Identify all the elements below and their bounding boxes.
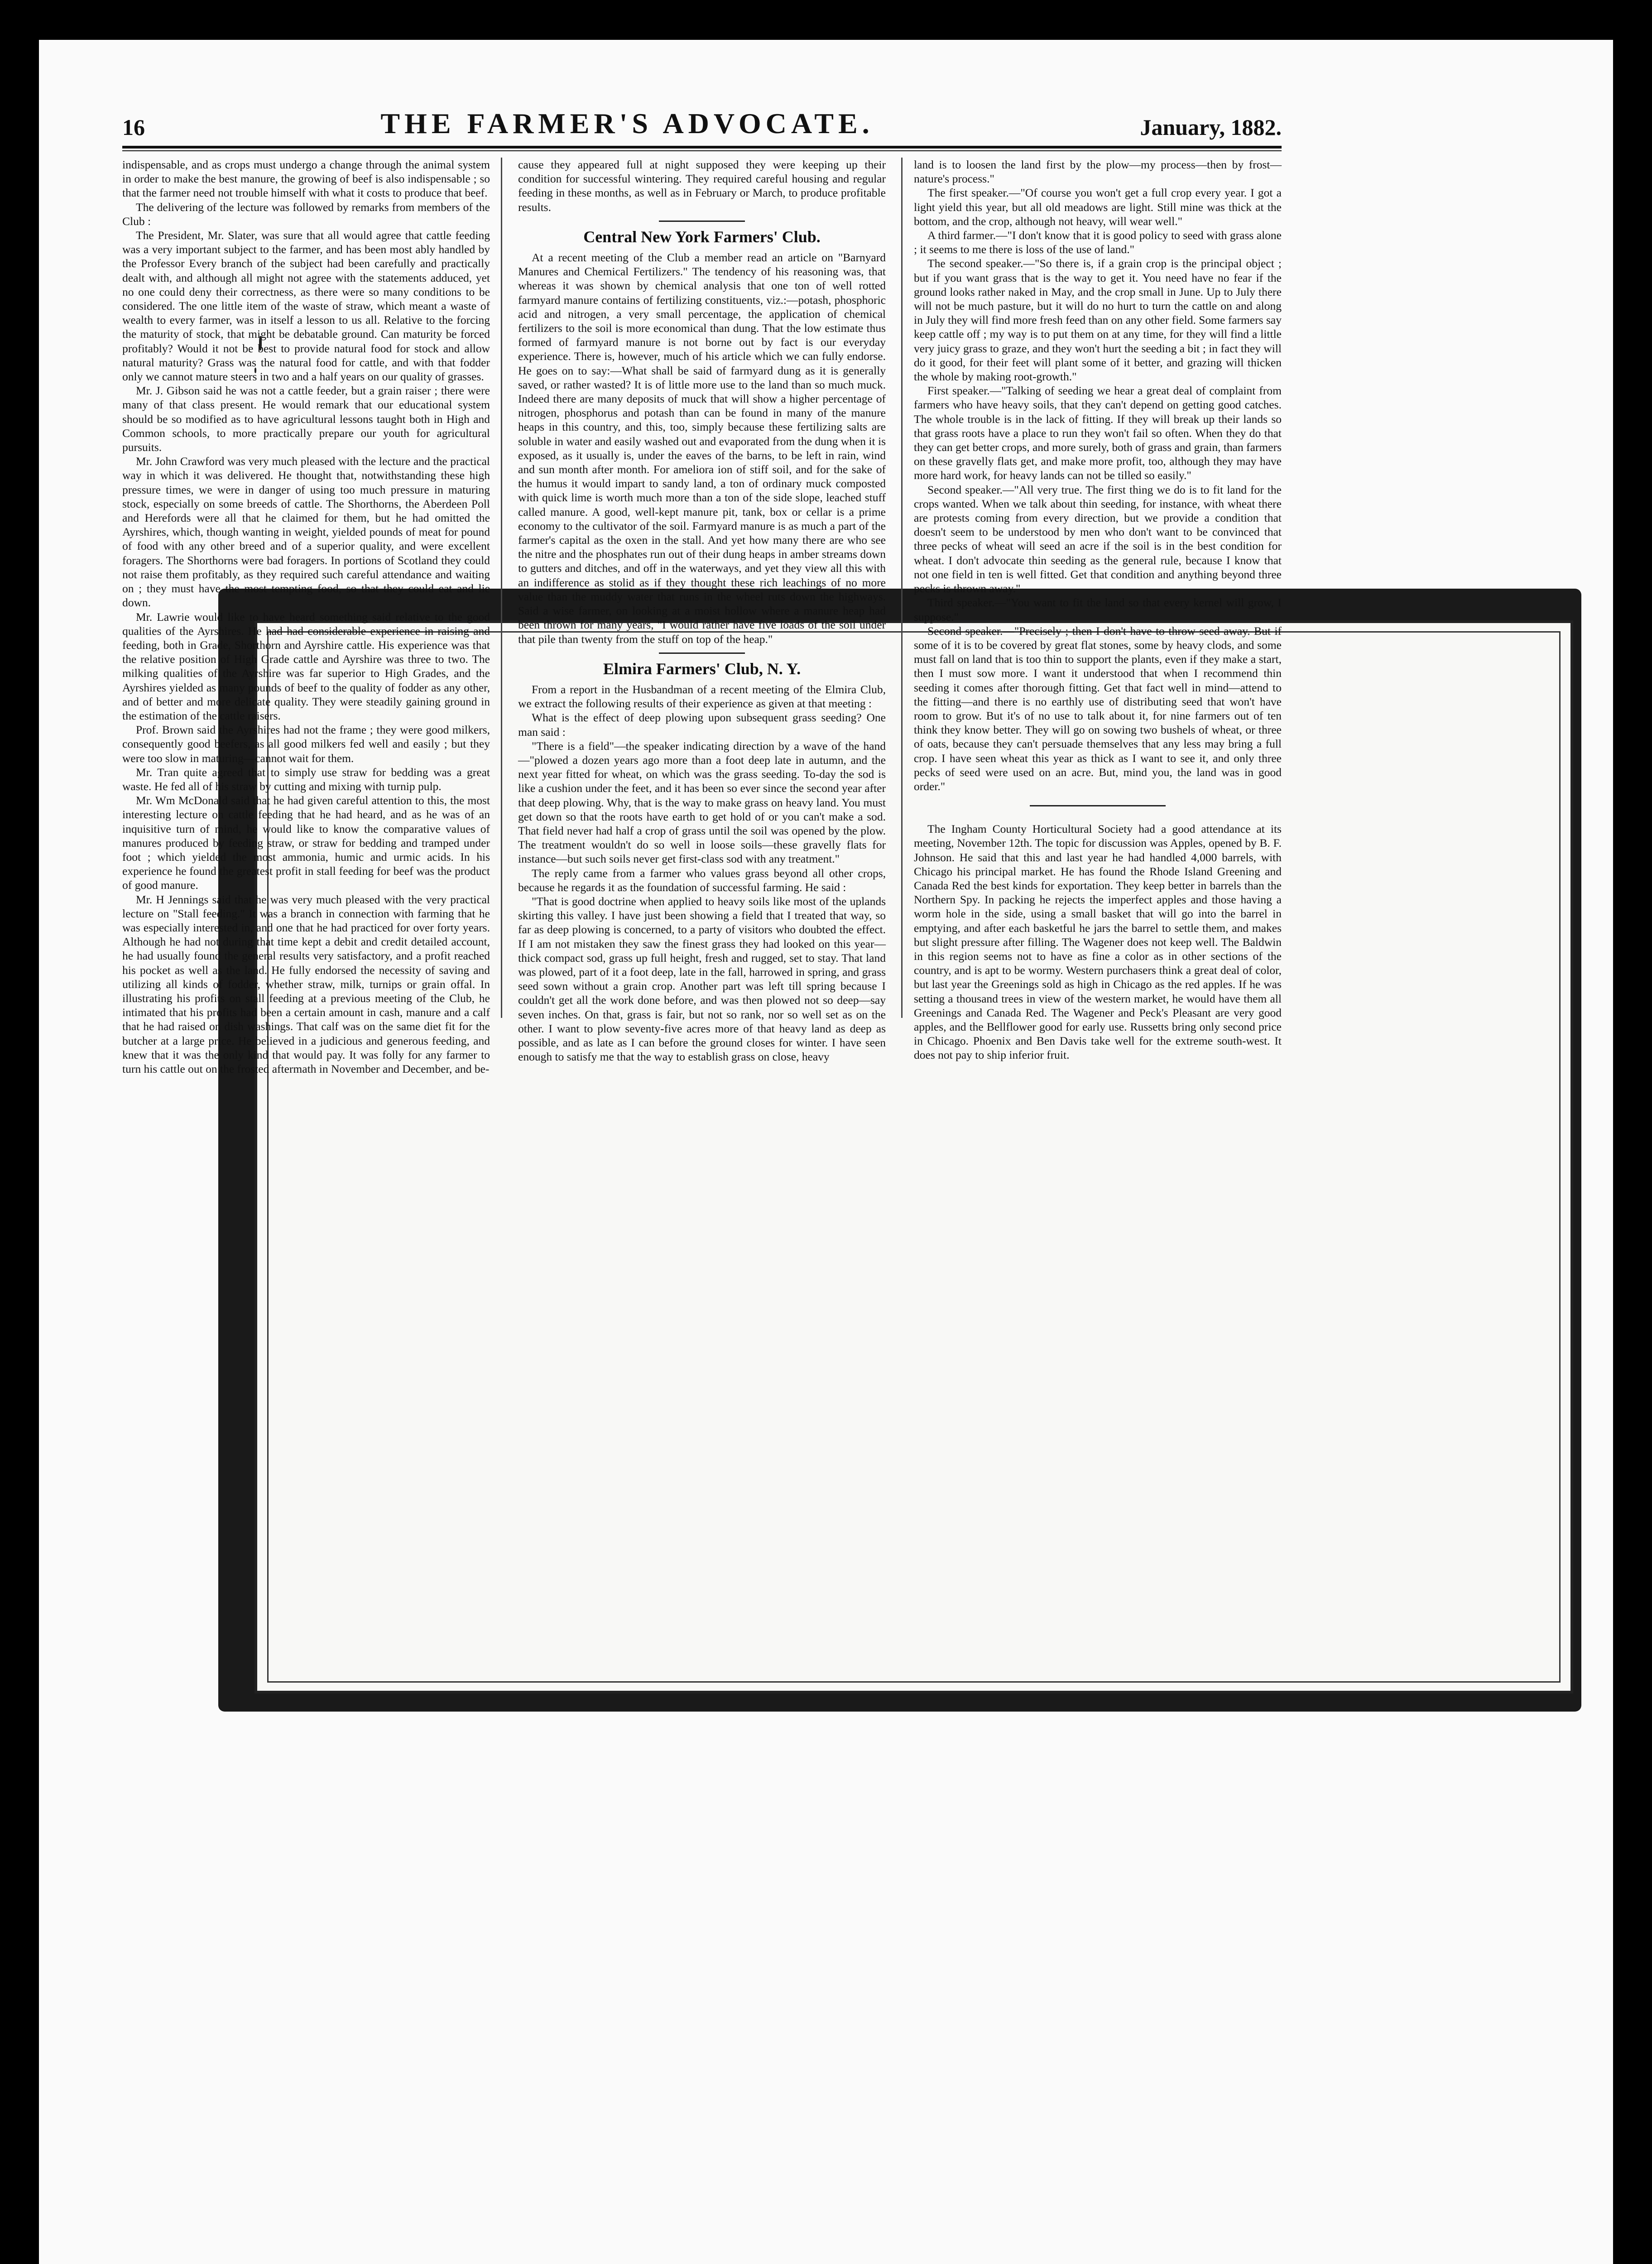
page-header — [122, 104, 1282, 140]
header-rule-thin — [122, 150, 1282, 151]
paragraph: "That is good doctrine when applied to heavy soils like most of the uplands skirting this valley. I have just been showing a field that I treated that way, so far as deep plowing is concerned, to a party of visitors who doubted the effect. If I am not mistaken they saw the finest grass they had looked on this year—thick compact sod, grass up full height, fresh and rugged, set to stay. That land was plowed, part of it a foot deep, late in the fall, harrowed in spring, and grass seed sown without a grain crop. Another part was left till spring because I couldn't get all the work done before, and was then plowed not so deep—say seven inches. On that, grass is fair, but not so rank, nor so well set as on the other. I want to plow seventy-five acres more of that heavy land as deep as possible, and as late as I can before the ground closes for winter. I have seen enough to satisfy me that the way to establish grass on close, heavy — [518, 894, 886, 1064]
paragraph: Mr. H Jennings said that he was very much pleased with the very practical lecture on "Stall feeding." It was a branch in connection with farming that he was especially interested in, and one that he had practiced for over forty years. Although he had not during that time kept a debit and credit detailed account, he had usually found the general results very satisfactory, and a profit reached his pocket as well as the land. He fully endorsed the necessity of saving and utilizing all kinds of fodder, whether straw, milk, turnips or grain offal. In illustrating his profits on stall feeding at a previous meeting of the Club, he intimated that his profits had been a certain amount in cash, manure and a calf that he had raised on dish washings. That calf was on the same diet fit for the butcher at a large price. He believed in a judicious and generous feeding, and knew that it was the only kind that would pay. It was folly for any farmer to turn his cattle out on the frosted aftermath in November and December, and be- — [122, 892, 490, 1075]
paragraph: Mr. Tran quite agreed that to simply use straw for bedding was a great waste. He fed all of his straw by cutting and mixing with turnip pulp. — [122, 765, 490, 793]
masthead: THE FARMER'S ADVOCATE. — [380, 107, 874, 139]
paragraph: indispensable, and as crops must undergo a change through the animal system in order to make the best manure, the growing of beef is also indispensable ; so that the farmer need not trouble himself with what it costs to produce that beef. — [122, 158, 490, 200]
paragraph: The delivering of the lecture was followed by remarks from members of the Club : — [122, 200, 490, 228]
issue-date: January, 1882. — [1140, 115, 1282, 140]
paragraph: cause they appeared full at night supposed they were keeping up their condition for successful wintering. They required careful housing and regular feeding in these months, as well as in February or March, to produce profitable results. — [518, 158, 886, 214]
section-title: Elmira Farmers' Club, N. Y. — [603, 659, 801, 678]
paragraph: From a report in the Husbandman of a recent meeting of the Elmira Club, we extract the following results of their experience as given at that meeting : — [518, 682, 886, 710]
paragraph: Third speaker.—"You want to fit the land so that every kernel will grow, I suppose." — [914, 596, 1282, 624]
paragraph: The second speaker.—"So there is, if a grain crop is the principal object ; but if you want grass that is the way to get it. You need have no fear if the ground looks rather naked in May, and the crop small in June. Up to July there will not be much pasture, but it will do no hurt to turn the cattle on and along in July they will find more fresh feed than on any other field. Some farmers say keep cattle off ; my way is to put them on at any time, for they will find a little very juicy grass to graze, and they won't hurt the seeding a bit ; in fact they will do it good, for their feet will plant some of it better, and grazing will thicken the whole by making root-growth." — [914, 257, 1282, 384]
paragraph: The Ingham County Horticultural Society had a good attendance at its meeting, November 12th. The topic for discussion was Apples, opened by B. F. Johnson. He said that this and last year he had handled 4,000 barrels, with Chicago his principal market. He has found the Rhode Island Greening and Canada Red the best kinds for exportation. They keep better in barrels than the Northern Spy. In packing he rejects the imperfect apples and those having a worm hole in the side, using a small basket that will go into the barrel in emptying, and after each basketful he jars the barrel to settle them, and makes but slight pressure after filling. The Wagener does not keep well. The Baldwin in this region seems not to have as fine a color as in other sections of the country, and is apt to be wormy. Western purchasers think a great deal of color, but last year the Greenings sold as high in Chicago as the red apples. If he was setting a thousand trees in view of the western market, he would have them all Greenings and Canada Red. The Wagener and Peck's Pleasant are very good apples, and the Bellflower good for early use. Russetts bring only second price in Chicago. Phoenix and Ben Davis take well for the extreme south-west. It does not pay to ship inferior fruit. — [914, 822, 1282, 1062]
paragraph: Mr. Lawrie would like to have heard something said relative to the good qualities of the Ayrshires. He had had considerable experience in raising and feeding, both in Grade, Shorthorn and Ayrshire cattle. His experience was that the relative position of High Grade cattle and Ayrshire was three to two. The milking qualities of the Ayrshire was far superior to High Grades, and the Ayrshires yielded as many pounds of beef to the quality of fodder as any other, and of better and more delicate quality. They were steadily gaining ground in the estimation of the cattle raisers. — [122, 610, 490, 722]
paragraph: The reply came from a farmer who values grass beyond all other crops, because he regards it as the foundation of successful farming. He said : — [518, 866, 886, 894]
paragraph: Second speaker.—"All very true. The first thing we do is to fit land for the crops wanted. When we talk about thin seeding, for instance, with wheat there are protests coming from every direction, but we provide a condition that doesn't seem to be understood by men who don't want to be convinced that three pecks of wheat will seed an acre if the soil is in the best condition for wheat. I don't advocate thin seeding as the general rule, because I know that not one field in ten is well fitted. Get that condition and anything beyond three pecks is thrown away." — [914, 483, 1282, 595]
paragraph: The first speaker.—"Of course you won't get a full crop every year. I got a light yield this year, but all old meadows are light. Still mine was thick at the bottom, and the crop, although not heavy, will wear well." — [914, 186, 1282, 228]
paragraph: At a recent meeting of the Club a member read an article on "Barnyard Manures and Chemical Fertilizers." The tendency of his reasoning was, that whereas it was shown by chemical analysis that one ton of well rotted farmyard manure contains of fertilizing constituents, viz.:—potash, phosphoric acid and nitrogen, a very small percentage, the application of chemical fertilizers to the soil is more economical than dung. That the low estimate thus formed of farmyard manure is not borne out by fact is our everyday experience. There is, however, much of his article which we can fully endorse. He goes on to say:—What shall be said of farmyard dung as it is generally saved, or rather wasted? It is of little more use to the land than so much muck. Indeed there are many deposits of muck that will show a higher percentage of nitrogen, phosphorus and potash than can be found in many of the manure heaps in this country, and this, too, simply because these fertilizing salts are soluble in water and easily washed out and evaporated from the dung when it is exposed, as it usually is, under the eaves of the barns, to be left in rain, wind and sun month after month. For ameliora ion of stiff soil, and for the sake of the humus it would impart to sandy land, a ton of ordinary muck composted with quick lime is worth much more than a ton of the side slope, leached stuff called manure. A good, well-kept manure pit, tank, box or cellar is a prime economy to the cultivator of the soil. Farmyard manure is as much a part of the farmer's capital as the oxen in the stall. And yet how many there are who see the nitre and the phosphates run out of their dung heaps in amber streams down to gutters and ditches, and off in the waterways, and yet they view all this with an indifference as stolid as if they thought these rich leachings of no more value than the muddy water that runs in the wheel ruts down the highways. Said a wise farmer, on looking at a moist hollow where a manure heap had been thrown for many years, "I would rather have five loads of the soil under that pile than twenty from the stuff on top of the heap." — [518, 251, 886, 646]
paragraph: land is to loosen the land first by the plow—my process—then by frost—nature's process." — [914, 158, 1282, 186]
section-rule — [659, 221, 745, 222]
article-columns — [122, 158, 1282, 1075]
paragraph: Mr. John Crawford was very much pleased with the lecture and the practical way in which it was delivered. He thought that, notwithstanding these high pressure times, we were in danger of using too much pressure in maturing stock, especially on some breeds of cattle. The Shorthorns, the Aberdeen Poll and Herefords were all that he claimed for them, but he had omitted the Ayrshires, which, though wanting in weight, yielded pounds of meat for pound of food with any other breed and of a superior quality, and were excellent foragers. The Shorthorns were bad foragers. In portions of Scotland they could not raise them profitably, as they required such careful attendance and waiting on ; they must have the most tempting food, so that they could eat and lie down. — [122, 455, 490, 609]
column-3 — [914, 158, 1282, 1062]
paragraph: Prof. Brown said the Ayrshires had not the frame ; they were good milkers, consequently good beefers, as all good milkers fed well and easily ; but they were too slow in maturing—cannot wait for them. — [122, 723, 490, 765]
paragraph: Second speaker.—"Precisely ; then I don't have to throw seed away. But if some of it is to be covered by great flat stones, some by heavy clods, and some must fall on land that is too thin to support the plants, even if they make a start, then I must sow more. I want it understood that when I recommend thin seeding it comes after thorough fitting. Get that fact well in mind—attend to the fitting—and there is no earthly use of distributing seed that won't have room to grow. But it's of no use to talk about it, for nine farmers out of ten think they know better. They will go on sowing two bushels of wheat, or three of oats, because they can't persuade themselves that any less may bring a full crop. I have seen wheat this year as thick as I want to see it, and only three pecks of seed were used on an acre. But, mind you, the land was in good order." — [914, 624, 1282, 793]
paragraph: Mr. J. Gibson said he was not a cattle feeder, but a grain raiser ; there were many of that class present. He would remark that our educational system should be so modified as to have agricultural lessons taught both in High and Common schools, to more practically prepare our youth for agricultural pursuits. — [122, 384, 490, 454]
section-title: Central New York Farmers' Club. — [583, 227, 821, 246]
paragraph: The President, Mr. Slater, was sure that all would agree that cattle feeding was a very important subject to the farmer, and has been most ably handled by the Professor Every branch of the subject had been carefully and practically dealt with, and although all might not agree with the statements adduced, yet no one could deny their correctness, as there were so many conditions to be considered. The one little item of the waste of straw, which meant a waste of wealth to every farmer, was in itself a lesson to us all. Relative to the forcing the maturity of stock, that might be debatable ground. Can maturity be forced profitably? Would it not be best to provide natural food for stock and allow natural maturity? Grass was the natural food for cattle, and with that fodder only we cannot mature steers in two and a half years on our quality of grasses. — [122, 229, 490, 384]
header-rule — [122, 146, 1282, 149]
paragraph: Mr. Wm McDonald said that he had given careful attention to this, the most interesting lecture on cattle feeding that he had heard, and as he was of an inquisitive turn of mind, he would like to know the comparative values of manures produced by feeding straw, or straw for bedding and tramped under foot ; which yielded the most ammonia, humic and urmic acids. In his experience he found the greatest profit in stall feeding for beef was the product of good manure. — [122, 794, 490, 892]
paragraph: First speaker.—"Talking of seeding we hear a great deal of complaint from farmers who have heavy soils, that they can't depend on getting good catches. The whole trouble is in the lack of fitting. If they will break up their lands so that grass roots have a place to run they won't fail so often. When they do that they can get better crops, and more surely, both of grass and grain, than farmers on these gravelly flats get, and make more profit, too, although they may have more hard work, for heavy lands can not be tilled so easily." — [914, 384, 1282, 482]
section-rule — [659, 652, 745, 654]
paragraph: A third farmer.—"I don't know that it is good policy to seed with grass alone ; it seems to me there is loss of the use of land." — [914, 229, 1282, 256]
page-number: 16 — [122, 115, 145, 140]
column-2 — [518, 158, 886, 1064]
column-1 — [122, 158, 490, 1075]
paragraph: What is the effect of deep plowing upon subsequent grass seeding? One man said : — [518, 711, 886, 739]
section-rule — [1030, 805, 1166, 806]
paragraph: "There is a field"—the speaker indicating direction by a wave of the hand—"plowed a dozen years ago more than a foot deep late in autumn, and the next year fitted for wheat, on which was the grass seeding. To-day the sod is like a cushion under the feet, and it has been so ever since the second year after that deep plowing. Why, that is the way to make grass on heavy land. You must get down so that the roots have earth to get hold of or you can't make a sod. That field never had half a crop of grass until the soil was opened by the plow. The treatment wouldn't do so well in loose soils—these gravelly flats for instance—but such soils never get first-class sod with any treatment." — [518, 739, 886, 866]
